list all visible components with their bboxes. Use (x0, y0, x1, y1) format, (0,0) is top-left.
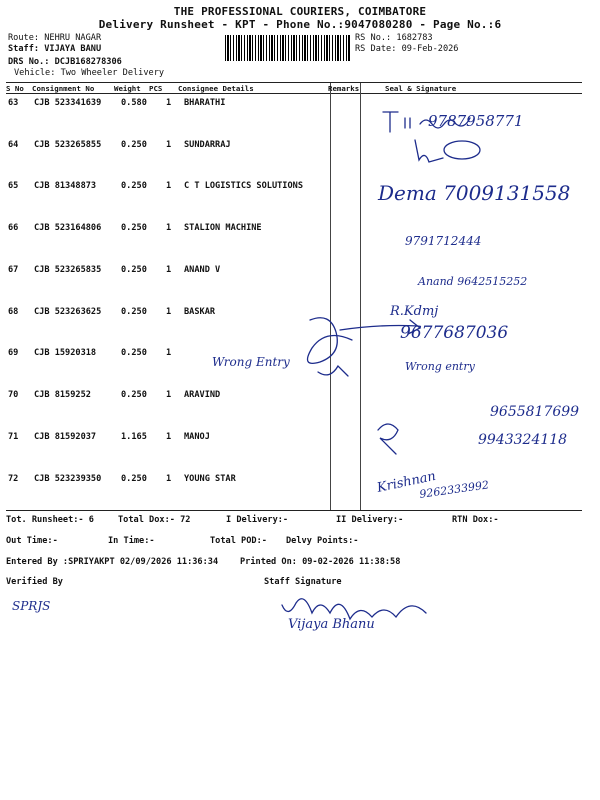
cell-weight: 0.250 (121, 390, 147, 400)
delvy-points: Delvy Points:- (286, 536, 359, 546)
col-pcs: PCS (149, 84, 163, 93)
stamp-circle (444, 141, 480, 159)
runsheet-subtitle: Delivery Runsheet - KPT - Phone No.:9047080280 - Page No.:6 (98, 18, 502, 31)
cell-sno: 67 (8, 265, 19, 275)
handwriting-row72a: Krishnan (375, 468, 438, 496)
signature-stroke (405, 118, 410, 128)
signature-stroke (415, 140, 443, 162)
cell-pcs: 1 (166, 98, 172, 108)
total-pod: Total POD:- (210, 536, 267, 546)
company-title: THE PROFESSIONAL COURIERS, COIMBATORE (173, 5, 427, 18)
cell-consignee: ANAND V (184, 265, 221, 275)
cell-pcs: 1 (166, 265, 172, 275)
cell-pcs: 1 (166, 140, 172, 150)
col-remarks: Remarks (328, 84, 360, 93)
handwriting-row65: Dema 7009131558 (378, 181, 571, 205)
cell-weight: 0.250 (121, 474, 147, 484)
cell-weight: 0.250 (121, 140, 147, 150)
cell-sno: 63 (8, 98, 19, 108)
handwriting-row68b: 9677687036 (400, 323, 509, 343)
handwriting-row69-remark: Wrong Entry (212, 355, 290, 369)
route-label: Route: NEHRU NAGAR (8, 33, 102, 43)
col-seal-signature: Seal & Signature (385, 84, 457, 93)
handwriting-row71: 9943324118 (478, 432, 568, 448)
ii-delivery: II Delivery:- (336, 515, 404, 525)
rtn-dox: RTN Dox:- (452, 515, 499, 525)
handwriting-row66: 9791712444 (405, 234, 482, 248)
staff-label: Staff: VIJAYA BANU (8, 44, 102, 54)
cell-consignment: CJB 523263625 (34, 307, 102, 317)
handwriting-row68a: R.Kdmj (390, 304, 439, 319)
entered-by: Entered By :SPRIYAKPT 02/09/2026 11:36:34 (6, 557, 219, 567)
cell-consignment: CJB 523265855 (34, 140, 102, 150)
cell-consignment: CJB 15920318 (34, 348, 97, 358)
signature-stroke (378, 424, 398, 454)
cell-weight: 0.250 (121, 265, 147, 275)
col-consignee: Consignee Details (178, 84, 254, 93)
cell-sno: 66 (8, 223, 19, 233)
tot-runsheet: Tot. Runsheet:- 6 (6, 515, 94, 525)
cell-weight: 0.250 (121, 223, 147, 233)
cell-consignee: C T LOGISTICS SOLUTIONS (184, 181, 303, 191)
cell-weight: 0.250 (121, 348, 147, 358)
out-time: Out Time:- (6, 536, 58, 546)
cell-pcs: 1 (166, 390, 172, 400)
cell-pcs: 1 (166, 307, 172, 317)
cell-sno: 64 (8, 140, 19, 150)
cell-consignment: CJB 81348873 (34, 181, 97, 191)
handwriting-row72b: 9262333992 (418, 478, 490, 501)
cell-consignee: YOUNG STAR (184, 474, 236, 484)
cell-sno: 71 (8, 432, 19, 442)
cell-sno: 70 (8, 390, 19, 400)
signature-scribble (308, 318, 353, 376)
col-sno: S No (6, 84, 24, 93)
cell-weight: 1.165 (121, 432, 147, 442)
vehicle-label: Vehicle: Two Wheeler Delivery (14, 68, 165, 78)
cell-consignment: CJB 523265835 (34, 265, 102, 275)
cell-pcs: 1 (166, 348, 172, 358)
staff-signature: Vijaya Bhanu (288, 617, 375, 632)
cell-pcs: 1 (166, 181, 172, 191)
cell-weight: 0.250 (121, 181, 147, 191)
handwriting-row70: 9655817699 (490, 404, 580, 420)
i-delivery: I Delivery:- (226, 515, 289, 525)
col-weight: Weight (114, 84, 141, 93)
cell-sno: 72 (8, 474, 19, 484)
cell-consignee: ARAVIND (184, 390, 221, 400)
rs-date: RS Date: 09-Feb-2026 (355, 44, 459, 54)
staff-signature-stroke (282, 599, 426, 619)
cell-pcs: 1 (166, 223, 172, 233)
cell-consignment: CJB 523164806 (34, 223, 102, 233)
drs-label: DRS No.: DCJB168278306 (8, 57, 122, 67)
cell-weight: 0.580 (121, 98, 147, 108)
cell-sno: 65 (8, 181, 19, 191)
cell-consignee: BASKAR (184, 307, 216, 317)
cell-consignee: SUNDARRAJ (184, 140, 231, 150)
cell-pcs: 1 (166, 432, 172, 442)
cell-consignee: MANOJ (184, 432, 210, 442)
in-time: In Time:- (108, 536, 155, 546)
cell-sno: 69 (8, 348, 19, 358)
cell-weight: 0.250 (121, 307, 147, 317)
cell-sno: 68 (8, 307, 19, 317)
cell-pcs: 1 (166, 474, 172, 484)
printed-on: Printed On: 09-02-2026 11:38:58 (240, 557, 401, 567)
rs-number: RS No.: 1682783 (355, 33, 433, 43)
cell-consignment: CJB 8159252 (34, 390, 91, 400)
total-dox: Total Dox:- 72 (118, 515, 191, 525)
col-consignment: Consignment No (32, 84, 95, 93)
signature-stroke (383, 112, 398, 132)
cell-consignee: BHARATHI (184, 98, 226, 108)
cell-consignee: STALION MACHINE (184, 223, 262, 233)
cell-consignment: CJB 81592037 (34, 432, 97, 442)
cell-consignment: CJB 523239350 (34, 474, 102, 484)
verified-by-label: Verified By (6, 577, 63, 587)
handwriting-row69-sign: Wrong entry (405, 360, 475, 373)
verified-signature: SPRJS (12, 599, 51, 613)
handwriting-row67: Anand 9642515252 (418, 275, 528, 288)
staff-signature-label: Staff Signature (264, 577, 342, 587)
cell-consignment: CJB 523341639 (34, 98, 102, 108)
handwriting-row63: 9787958771 (428, 112, 524, 130)
